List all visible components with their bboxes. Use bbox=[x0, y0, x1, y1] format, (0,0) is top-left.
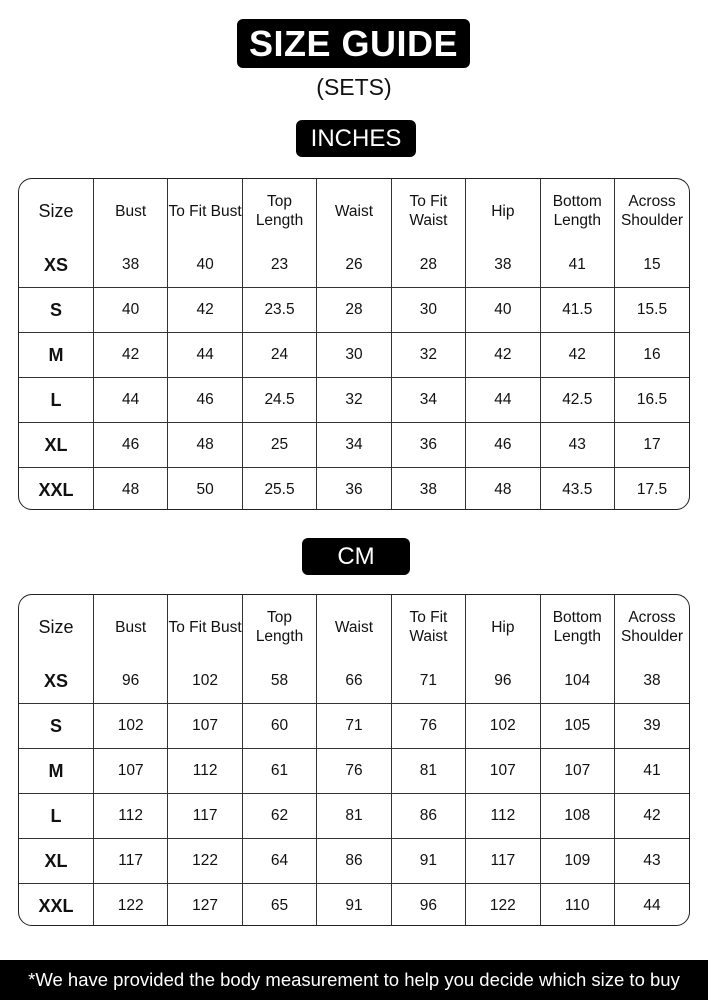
size-cell: XS bbox=[19, 659, 93, 704]
measurement-cell: 42 bbox=[466, 333, 540, 378]
column-header: Waist bbox=[317, 179, 391, 243]
size-cell: XXL bbox=[19, 468, 93, 511]
measurement-cell: 76 bbox=[317, 749, 391, 794]
table-row bbox=[19, 794, 689, 839]
measurement-cell: 28 bbox=[391, 243, 465, 288]
measurement-cell: 15 bbox=[615, 243, 690, 288]
measurement-cell: 86 bbox=[391, 794, 465, 839]
measurement-cell: 44 bbox=[93, 378, 167, 423]
column-header: Size bbox=[19, 595, 93, 659]
table-row bbox=[19, 749, 689, 794]
measurement-cell: 41 bbox=[540, 243, 614, 288]
table-row bbox=[19, 288, 689, 333]
measurement-cell: 25.5 bbox=[242, 468, 316, 511]
measurement-cell: 71 bbox=[317, 704, 391, 749]
measurement-cell: 127 bbox=[168, 884, 242, 927]
measurement-cell: 38 bbox=[93, 243, 167, 288]
measurement-cell: 23 bbox=[242, 243, 316, 288]
measurement-cell: 81 bbox=[391, 749, 465, 794]
table-row bbox=[19, 423, 689, 468]
measurement-cell: 66 bbox=[317, 659, 391, 704]
measurement-cell: 44 bbox=[168, 333, 242, 378]
size-cell: L bbox=[19, 378, 93, 423]
size-cell: XS bbox=[19, 243, 93, 288]
cm-size-table bbox=[18, 594, 690, 926]
measurement-cell: 16 bbox=[615, 333, 690, 378]
size-cell: XL bbox=[19, 839, 93, 884]
measurement-cell: 43 bbox=[615, 839, 690, 884]
column-header: To Fit Waist bbox=[391, 595, 465, 659]
footer-note: *We have provided the body measurement to help you decide which size to buy bbox=[0, 960, 708, 1000]
measurement-cell: 107 bbox=[93, 749, 167, 794]
measurement-cell: 105 bbox=[540, 704, 614, 749]
measurement-cell: 117 bbox=[466, 839, 540, 884]
measurement-cell: 58 bbox=[242, 659, 316, 704]
measurement-cell: 43.5 bbox=[540, 468, 614, 511]
measurement-cell: 30 bbox=[391, 288, 465, 333]
measurement-cell: 34 bbox=[317, 423, 391, 468]
measurement-cell: 71 bbox=[391, 659, 465, 704]
measurement-cell: 76 bbox=[391, 704, 465, 749]
page-title: SIZE GUIDE bbox=[237, 19, 470, 68]
measurement-cell: 40 bbox=[466, 288, 540, 333]
measurement-cell: 104 bbox=[540, 659, 614, 704]
measurement-cell: 64 bbox=[242, 839, 316, 884]
column-header: Top Length bbox=[242, 179, 316, 243]
column-header: Size bbox=[19, 179, 93, 243]
size-cell: M bbox=[19, 749, 93, 794]
column-header: Bottom Length bbox=[540, 179, 614, 243]
measurement-cell: 17 bbox=[615, 423, 690, 468]
measurement-cell: 42 bbox=[168, 288, 242, 333]
measurement-cell: 107 bbox=[466, 749, 540, 794]
size-cell: M bbox=[19, 333, 93, 378]
table-row bbox=[19, 839, 689, 884]
column-header: Hip bbox=[466, 179, 540, 243]
measurement-cell: 96 bbox=[466, 659, 540, 704]
measurement-cell: 117 bbox=[93, 839, 167, 884]
measurement-cell: 117 bbox=[168, 794, 242, 839]
measurement-cell: 112 bbox=[466, 794, 540, 839]
measurement-cell: 110 bbox=[540, 884, 614, 927]
table-row bbox=[19, 884, 689, 927]
column-header: Top Length bbox=[242, 595, 316, 659]
column-header: Across Shoulder bbox=[620, 193, 684, 229]
measurement-cell: 91 bbox=[317, 884, 391, 927]
measurement-cell: 122 bbox=[168, 839, 242, 884]
measurement-cell: 38 bbox=[466, 243, 540, 288]
measurement-cell: 32 bbox=[391, 333, 465, 378]
cm-table-body bbox=[19, 659, 689, 926]
measurement-cell: 107 bbox=[540, 749, 614, 794]
table-header-row bbox=[19, 179, 689, 243]
size-cell: S bbox=[19, 704, 93, 749]
measurement-cell: 109 bbox=[540, 839, 614, 884]
measurement-cell: 48 bbox=[168, 423, 242, 468]
measurement-cell: 102 bbox=[168, 659, 242, 704]
measurement-cell: 26 bbox=[317, 243, 391, 288]
measurement-cell: 86 bbox=[317, 839, 391, 884]
measurement-cell: 122 bbox=[93, 884, 167, 927]
measurement-cell: 108 bbox=[540, 794, 614, 839]
measurement-cell: 91 bbox=[391, 839, 465, 884]
measurement-cell: 61 bbox=[242, 749, 316, 794]
measurement-cell: 122 bbox=[466, 884, 540, 927]
column-header: Bottom Length bbox=[540, 595, 614, 659]
measurement-cell: 81 bbox=[317, 794, 391, 839]
measurement-cell: 43 bbox=[540, 423, 614, 468]
measurement-cell: 17.5 bbox=[636, 481, 668, 498]
measurement-cell: 42 bbox=[93, 333, 167, 378]
measurement-cell: 46 bbox=[168, 378, 242, 423]
measurement-cell: 112 bbox=[93, 794, 167, 839]
column-header: Across Shoulder bbox=[620, 609, 684, 645]
measurement-cell: 34 bbox=[391, 378, 465, 423]
table-header-row bbox=[19, 595, 689, 659]
measurement-cell: 44 bbox=[643, 897, 661, 914]
size-cell: L bbox=[19, 794, 93, 839]
size-cell: XL bbox=[19, 423, 93, 468]
table-row bbox=[19, 333, 689, 378]
inches-table-body bbox=[19, 243, 689, 510]
measurement-cell: 112 bbox=[168, 749, 242, 794]
measurement-cell: 96 bbox=[391, 884, 465, 927]
column-header: Bust bbox=[93, 179, 167, 243]
measurement-cell: 107 bbox=[168, 704, 242, 749]
column-header: To Fit Bust bbox=[168, 595, 242, 659]
measurement-cell: 23.5 bbox=[242, 288, 316, 333]
measurement-cell: 44 bbox=[466, 378, 540, 423]
page-subtitle: (SETS) bbox=[316, 74, 392, 100]
measurement-cell: 65 bbox=[242, 884, 316, 927]
size-cell: XXL bbox=[19, 884, 93, 927]
measurement-cell: 46 bbox=[93, 423, 167, 468]
inches-section-label: INCHES bbox=[296, 120, 416, 157]
measurement-cell: 42.5 bbox=[540, 378, 614, 423]
cm-section-label: CM bbox=[302, 538, 410, 575]
measurement-cell: 24 bbox=[242, 333, 316, 378]
measurement-cell: 50 bbox=[168, 468, 242, 511]
table-row bbox=[19, 468, 689, 511]
column-header: To Fit Bust bbox=[168, 179, 242, 243]
measurement-cell: 102 bbox=[93, 704, 167, 749]
measurement-cell: 41 bbox=[615, 749, 690, 794]
table-row bbox=[19, 243, 689, 288]
column-header: Bust bbox=[93, 595, 167, 659]
measurement-cell: 32 bbox=[317, 378, 391, 423]
table-row bbox=[19, 704, 689, 749]
column-header: To Fit Waist bbox=[391, 179, 465, 243]
inches-size-table bbox=[18, 178, 690, 510]
measurement-cell: 60 bbox=[242, 704, 316, 749]
measurement-cell: 38 bbox=[391, 468, 465, 511]
measurement-cell: 38 bbox=[615, 659, 690, 704]
measurement-cell: 25 bbox=[242, 423, 316, 468]
measurement-cell: 40 bbox=[93, 288, 167, 333]
table-row bbox=[19, 659, 689, 704]
measurement-cell: 46 bbox=[466, 423, 540, 468]
measurement-cell: 42 bbox=[615, 794, 690, 839]
measurement-cell: 41.5 bbox=[540, 288, 614, 333]
measurement-cell: 62 bbox=[242, 794, 316, 839]
table-row bbox=[19, 378, 689, 423]
size-cell: S bbox=[19, 288, 93, 333]
measurement-cell: 30 bbox=[317, 333, 391, 378]
column-header: Hip bbox=[466, 595, 540, 659]
measurement-cell: 28 bbox=[317, 288, 391, 333]
measurement-cell: 16.5 bbox=[615, 378, 690, 423]
measurement-cell: 36 bbox=[317, 468, 391, 511]
measurement-cell: 39 bbox=[615, 704, 690, 749]
measurement-cell: 48 bbox=[93, 468, 167, 511]
measurement-cell: 48 bbox=[466, 468, 540, 511]
measurement-cell: 36 bbox=[391, 423, 465, 468]
measurement-cell: 42 bbox=[540, 333, 614, 378]
measurement-cell: 24.5 bbox=[242, 378, 316, 423]
column-header: Waist bbox=[317, 595, 391, 659]
measurement-cell: 15.5 bbox=[615, 288, 690, 333]
measurement-cell: 96 bbox=[93, 659, 167, 704]
measurement-cell: 102 bbox=[466, 704, 540, 749]
measurement-cell: 40 bbox=[168, 243, 242, 288]
